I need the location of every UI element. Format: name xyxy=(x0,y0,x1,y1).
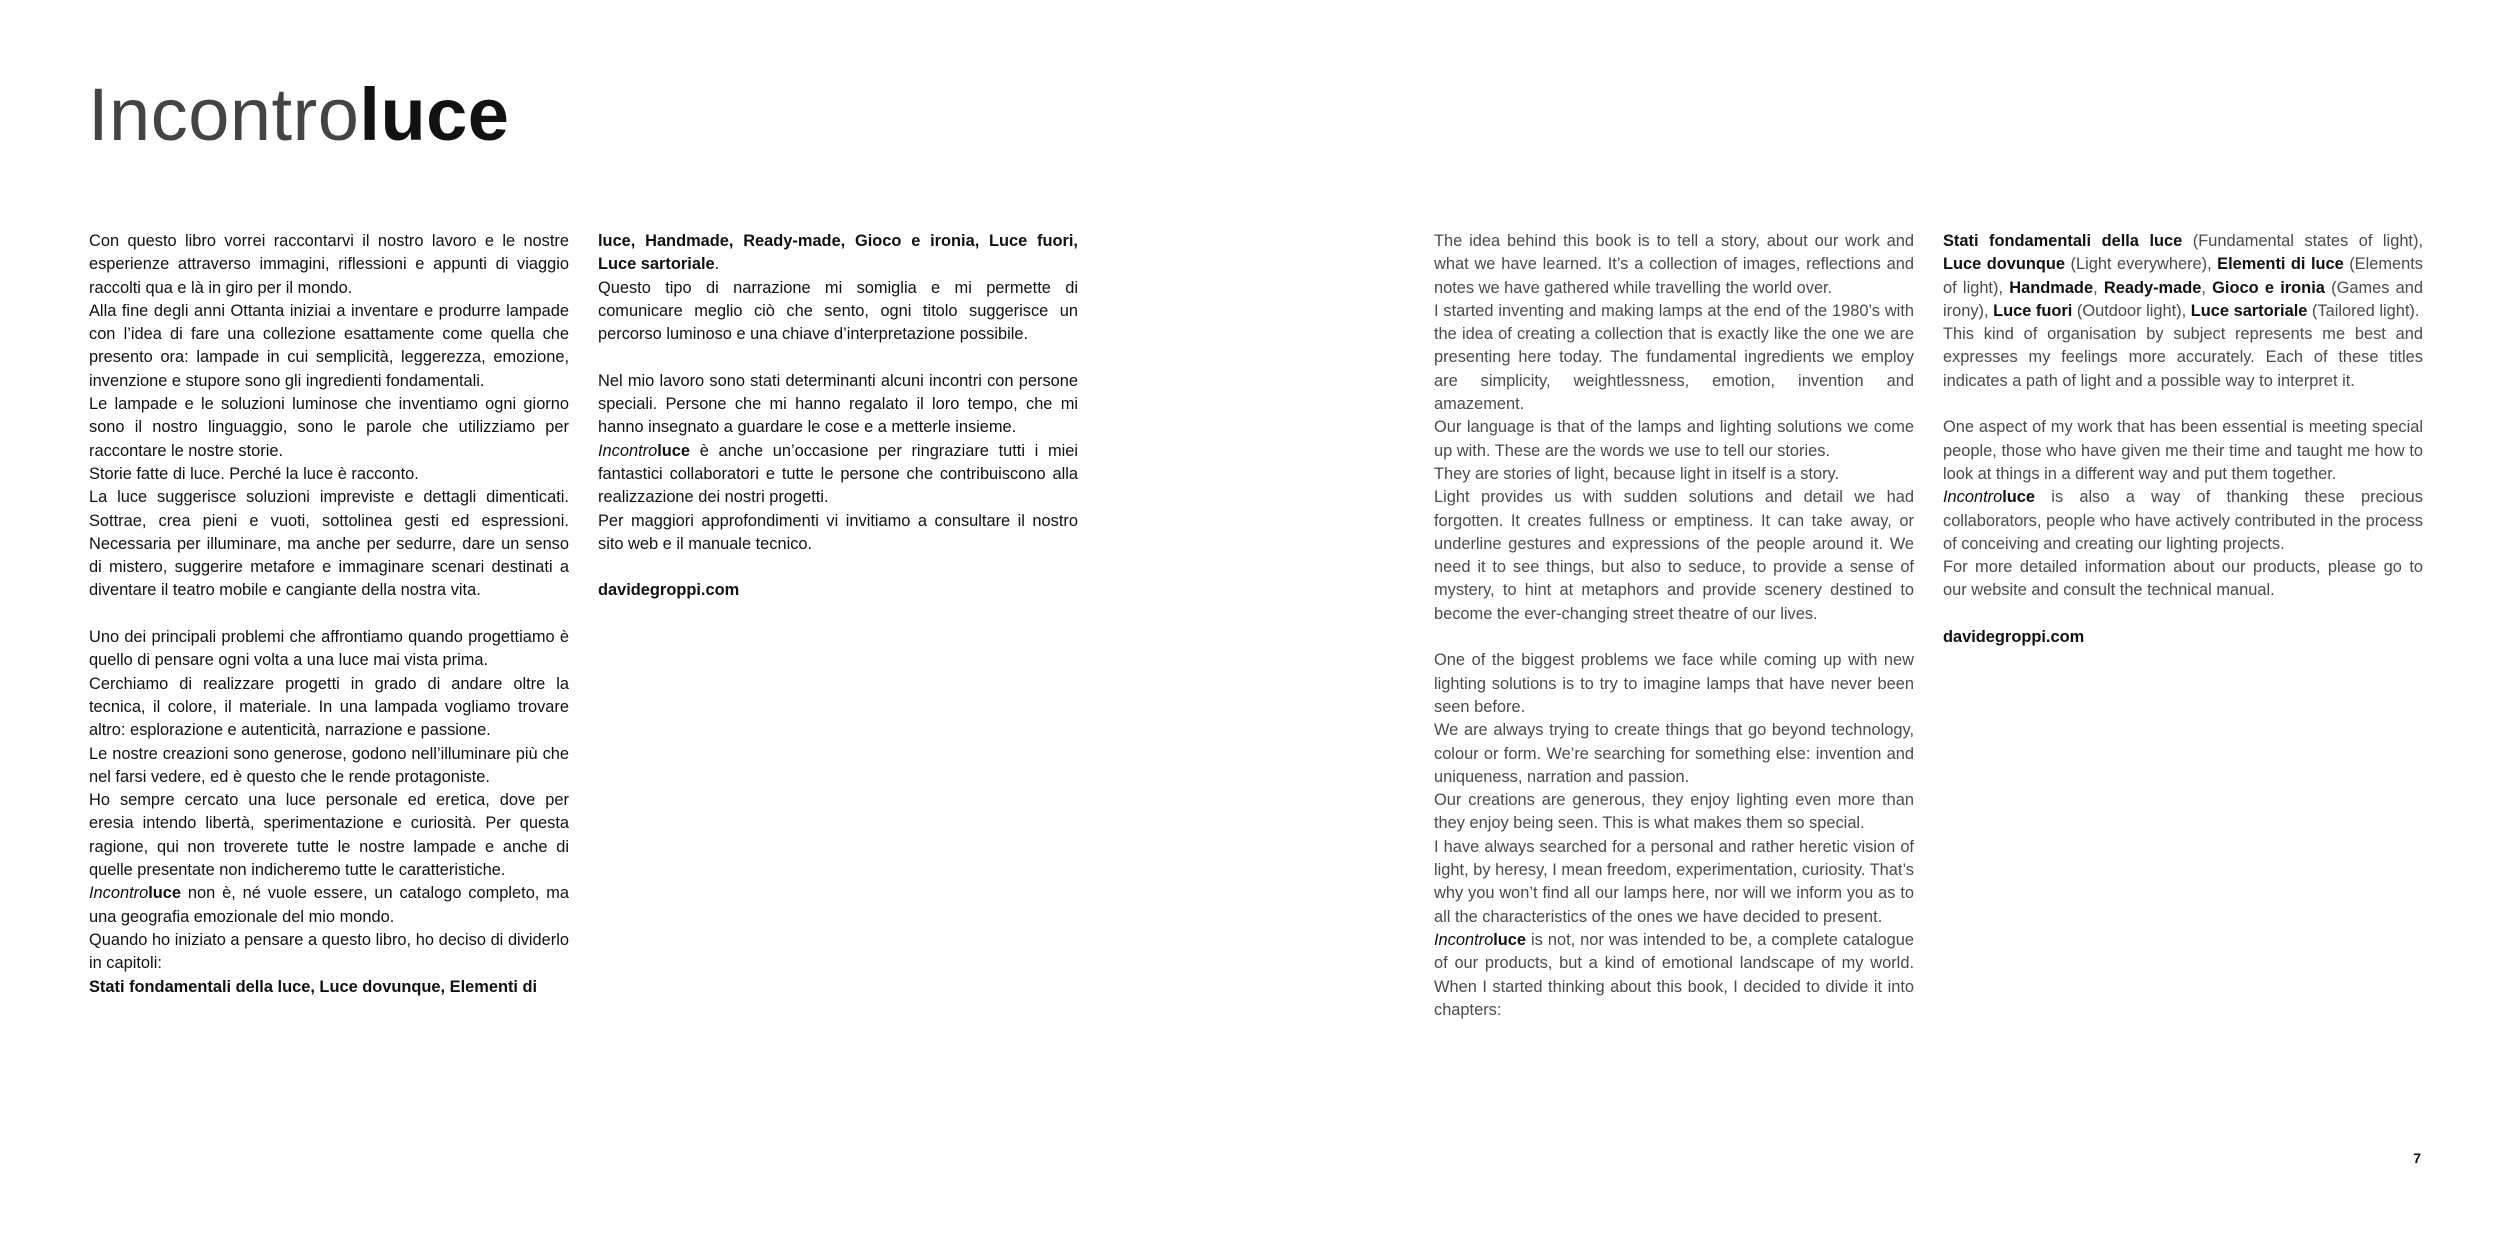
paragraph: Con questo libro vorrei raccontarvi il nostro lavoro e le nostre esperienze attraverso immagini, riflessioni e appunti di viaggio raccolti qua e là in giro per il mondo. xyxy=(89,232,569,297)
chapter-title: Handmade xyxy=(2009,278,2094,297)
title-prefix: Incontro xyxy=(88,73,360,156)
chapter-title: Luce dovunque xyxy=(1943,255,2066,274)
paragraph: I started inventing and making lamps at the end of the 1980’s with the idea of creating a collection that is exactly like the one we are presenting here today. The fundamental ingredients we employ are simplicity, weightlessness, emotion, invention and amazement. xyxy=(1434,301,1914,414)
paragraph xyxy=(1943,486,2423,556)
paragraph: Questo tipo di narrazione mi somiglia e mi permette di comunicare meglio ciò che sento, ogni titolo suggerisce un percorso luminoso e una chiave d’interpretazione possibile. xyxy=(598,278,1078,344)
paragraph: One of the biggest problems we face while coming up with new lighting solutions is to try to imagine lamps that have never been seen before. xyxy=(1434,651,1914,716)
chapter-title: Stati fondamentali della luce xyxy=(1943,232,2183,250)
paragraph-text: non è, né vuole essere, un catalogo completo, ma una geografia emozionale del mio mondo. xyxy=(89,884,569,926)
brand-bold: luce xyxy=(2002,488,2036,507)
english-column-1 xyxy=(1434,230,1914,1022)
chapter-translation: (Light everywhere), xyxy=(2065,255,2218,274)
page-title xyxy=(88,70,509,160)
paragraph: One aspect of my work that has been essential is meeting special people, those who have given me their time and taught me how to look at things in a different way and put them together. xyxy=(1943,418,2423,483)
chapter-list xyxy=(1943,230,2423,323)
chapter-title: Luce sartoriale xyxy=(2190,301,2308,320)
chapter-title: Luce fuori xyxy=(1993,301,2073,320)
brand-italic: Incontro xyxy=(1434,930,1494,949)
chapter-list-start: Stati fondamentali della luce, Luce dovunque, Elementi di xyxy=(89,977,538,996)
website-link[interactable]: davidegroppi.com xyxy=(1943,628,2085,647)
paragraph: They are stories of light, because light in itself is a story. xyxy=(1434,464,1840,483)
brand-bold: luce xyxy=(148,884,182,903)
paragraph: Nel mio lavoro sono stati determinanti alcuni incontri con persone speciali. Persone che mi hanno regalato il loro tempo, che mi hanno insegnato a guardare le cose e a metterle insieme. xyxy=(598,371,1078,437)
title-suffix: luce xyxy=(359,73,510,156)
chapter-translation: (Elements of light), xyxy=(1943,255,2423,297)
paragraph-text: is also a way of thanking these precious collaborators, people who have actively contributed in the process of conceiving and creating our lighting projects. xyxy=(1943,488,2423,553)
paragraph: This kind of organisation by subject represents me best and expresses my feelings more accurately. Each of these titles indicates a path of light and a possible way to interpret it. xyxy=(1943,325,2423,390)
paragraph: Per maggiori approfondimenti vi invitiamo a consultare il nostro sito web e il manuale tecnico. xyxy=(598,511,1078,553)
paragraph: For more detailed information about our products, please go to our website and consult the technical manual. xyxy=(1943,558,2423,600)
paragraph xyxy=(598,440,1078,510)
brand-italic: Incontro xyxy=(89,884,149,903)
chapter-translation: (Outdoor light), xyxy=(2072,301,2191,320)
brand-italic: Incontro xyxy=(598,441,658,460)
italian-column-1 xyxy=(89,230,569,999)
paragraph: Storie fatte di luce. Perché la luce è racconto. xyxy=(89,464,419,483)
paragraph xyxy=(1434,929,1914,1022)
website-link[interactable]: davidegroppi.com xyxy=(598,581,740,600)
chapter-list-end: luce, Handmade, Ready-made, Gioco e ironia, Luce fuori, Luce sartoriale xyxy=(598,232,1078,274)
brand-bold: luce xyxy=(1493,930,1527,949)
paragraph: Our creations are generous, they enjoy lighting even more than they enjoy being seen. This is what makes them so special. xyxy=(1434,791,1914,833)
paragraph: Cerchiamo di realizzare progetti in grado di andare oltre la tecnica, il colore, il materiale. In una lampada vogliamo trovare altro: esplorazione e autenticità, narrazione e passione. xyxy=(89,674,569,740)
chapter-translation: (Tailored light). xyxy=(2307,301,2420,320)
english-column-2 xyxy=(1943,230,2423,649)
paragraph: Light provides us with sudden solutions and detail we had forgotten. It creates fullness or emptiness. It can take away, or underline gestures and expressions of the people around it. We need it to see things, but also to seduce, to provide a sense of mystery, to hint at metaphors and provide scenery destined to become the ever-changing street theatre of our lives. xyxy=(1434,488,1914,623)
paragraph: The idea behind this book is to tell a story, about our work and what we have learned. It’s a collection of images, reflections and notes we have gathered while travelling the world over. xyxy=(1434,232,1914,297)
paragraph: We are always trying to create things that go beyond technology, colour or form. We’re searching for something else: invention and uniqueness, narration and passion. xyxy=(1434,721,1914,786)
chapter-separator: , xyxy=(2201,278,2213,297)
chapter-title: Elementi di luce xyxy=(2217,255,2344,274)
chapter-separator: , xyxy=(2093,278,2104,297)
paragraph-text: è anche un’occasione per ringraziare tutti i miei fantastici collaboratori e tutte le persone che contribuiscono alla realizzazione dei nostri progetti. xyxy=(598,441,1078,507)
paragraph: Le lampade e le soluzioni luminose che inventiamo ogni giorno sono il nostro linguaggio, sono le parole che utilizziamo per raccontare le nostre storie. xyxy=(89,395,569,460)
paragraph: Our language is that of the lamps and lighting solutions we come up with. These are the words we use to tell our stories. xyxy=(1434,418,1914,460)
chapter-translation: (Games and irony), xyxy=(1943,278,2424,320)
paragraph-text: is not, nor was intended to be, a complete catalogue of our products, but a kind of emotional landscape of my world. When I started thinking about this book, I decided to divide it into chapters: xyxy=(1434,930,1914,1019)
chapter-title: Gioco e ironia xyxy=(2212,278,2325,297)
brand-bold: luce xyxy=(657,441,691,460)
brand-italic: Incontro xyxy=(1943,488,2003,507)
chapter-translation: (Fundamental states of light), xyxy=(2182,232,2424,250)
paragraph: Le nostre creazioni sono generose, godono nell’illuminare più che nel farsi vedere, ed è questo che le rende protagoniste. xyxy=(89,744,569,786)
paragraph: Alla fine degli anni Ottanta iniziai a inventare e produrre lampade con l’idea di fare una collezione esattamente come quella che presento ora: lampade in cui semplicità, leggerezza, emozione, invenzione e stupore sono gli ingredienti fondamentali. xyxy=(89,301,569,390)
paragraph: La luce suggerisce soluzioni impreviste e dettagli dimenticati. Sottrae, crea pieni e vuoti, sottolinea gesti ed espressioni. Necessaria per illuminare, ma anche per sedurre, dare un senso di mistero, suggerire metafore e immaginare scenari destinati a diventare il teatro mobile e cangiante della nostra vita. xyxy=(89,488,569,600)
chapter-list xyxy=(598,230,1078,277)
paragraph: Quando ho iniziato a pensare a questo libro, ho deciso di dividerlo in capitoli: xyxy=(89,930,569,973)
chapter-list xyxy=(89,976,569,999)
chapter-list-punct: . xyxy=(714,255,720,274)
paragraph: Ho sempre cercato una luce personale ed eretica, dove per eresia intendo libertà, sperimentazione e curiosità. Per questa ragione, qui non troverete tutte le nostre lampade e anche di quelle presentate non indicheremo tutte le caratteristiche. xyxy=(89,791,569,880)
paragraph xyxy=(89,882,569,929)
page-number: 7 xyxy=(2413,1150,2421,1166)
paragraph: I have always searched for a personal and rather heretic vision of light, by heresy, I mean freedom, experimentation, curiosity. That’s why you won’t find all our lamps here, nor will we inform you as to all the characteristics of the ones we have decided to present. xyxy=(1434,837,1914,926)
paragraph: Uno dei principali problemi che affrontiamo quando progettiamo è quello di pensare ogni volta a una luce mai vista prima. xyxy=(89,628,569,670)
chapter-title: Ready-made xyxy=(2103,278,2202,297)
italian-column-2 xyxy=(598,230,1078,603)
